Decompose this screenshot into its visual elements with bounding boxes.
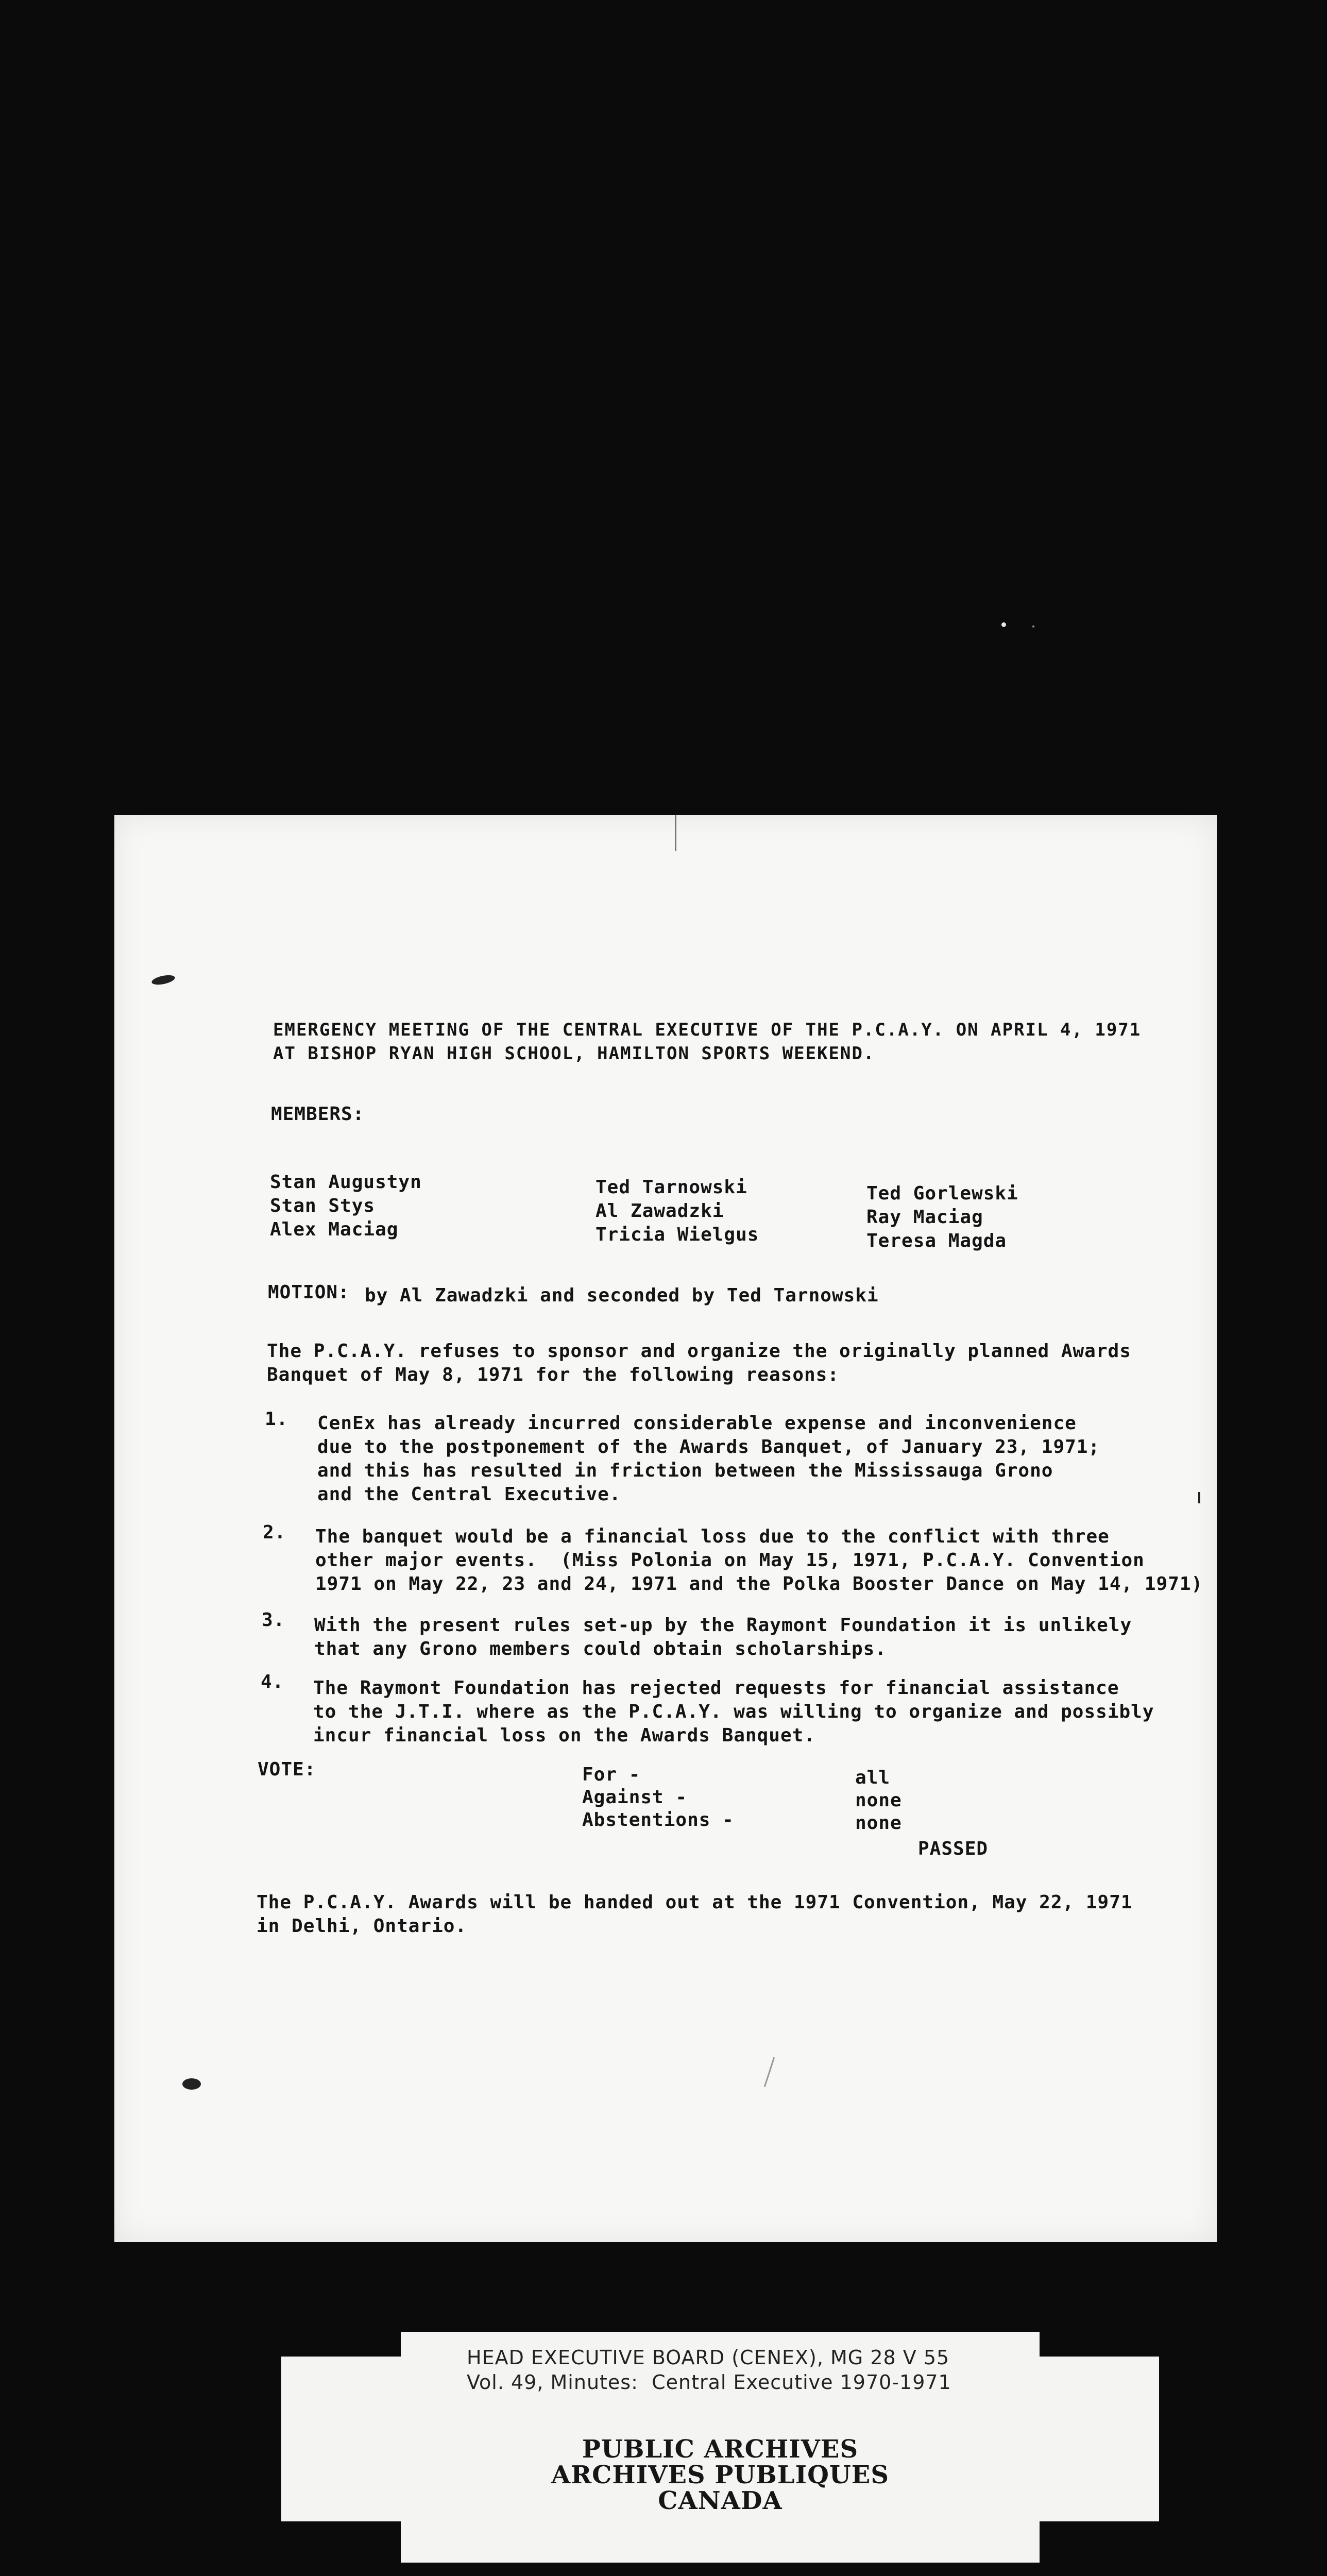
reason-number: 1. bbox=[265, 1409, 288, 1430]
reason-number: 3. bbox=[262, 1609, 285, 1631]
archive-country: CANADA bbox=[658, 2486, 782, 2515]
member-name: Al Zawadzki bbox=[596, 1200, 724, 1222]
vote-against-label: Against - bbox=[582, 1787, 688, 1808]
archive-label-right-wing bbox=[1037, 2357, 1159, 2521]
member-name: Ted Gorlewski bbox=[866, 1183, 1018, 1204]
vote-label: VOTE: bbox=[258, 1759, 316, 1780]
members-heading: MEMBERS: bbox=[271, 1104, 365, 1125]
reason-line: 1971 on May 22, 23 and 24, 1971 and the Polka Booster Dance on May 14, 1971) bbox=[315, 1573, 1203, 1595]
intro-line2: Banquet of May 8, 1971 for the following reasons: bbox=[267, 1364, 840, 1385]
reason-line: due to the postponement of the Awards Banquet, of January 23, 1971; bbox=[317, 1436, 1100, 1458]
reason-line: CenEx has already incurred considerable expense and inconvenience bbox=[317, 1413, 1077, 1434]
intro-line1: The P.C.A.Y. refuses to sponsor and organize the originally planned Awards bbox=[267, 1341, 1131, 1362]
meeting-title-line2: AT BISHOP RYAN HIGH SCHOOL, HAMILTON SPORTS WEEKEND. bbox=[273, 1043, 875, 1064]
reason-line: other major events. (Miss Polonia on May 15, 1971, P.C.A.Y. Convention bbox=[315, 1550, 1145, 1571]
member-name: Alex Maciag bbox=[270, 1219, 399, 1240]
member-name: Ray Maciag bbox=[866, 1207, 983, 1228]
member-name: Teresa Magda bbox=[866, 1230, 1007, 1251]
closing-line1: The P.C.A.Y. Awards will be handed out at the 1971 Convention, May 22, 1971 bbox=[257, 1892, 1133, 1913]
document-sheet bbox=[114, 815, 1217, 2242]
reason-line: With the present rules set-up by the Raymont Foundation it is unlikely bbox=[314, 1615, 1132, 1636]
vote-abstentions-label: Abstentions - bbox=[582, 1809, 734, 1831]
scan-speck bbox=[1032, 625, 1034, 628]
motion-text: by Al Zawadzki and seconded by Ted Tarnowski bbox=[365, 1285, 879, 1306]
scan-speck bbox=[1001, 622, 1006, 627]
member-name: Stan Augustyn bbox=[270, 1172, 422, 1193]
reason-line: The banquet would be a financial loss due to the conflict with three bbox=[315, 1526, 1110, 1547]
member-name: Ted Tarnowski bbox=[596, 1177, 747, 1198]
meeting-title-line1: EMERGENCY MEETING OF THE CENTRAL EXECUTIVE OF THE P.C.A.Y. ON APRIL 4, 1971 bbox=[273, 1020, 1142, 1040]
archive-name-english: PUBLIC ARCHIVES bbox=[582, 2435, 859, 2464]
archive-label bbox=[401, 2332, 1040, 2563]
reason-number: 2. bbox=[263, 1522, 286, 1543]
member-name: Tricia Wielgus bbox=[596, 1224, 759, 1245]
closing-line2: in Delhi, Ontario. bbox=[257, 1916, 467, 1937]
reason-line: that any Grono members could obtain scholarships. bbox=[314, 1638, 887, 1659]
vote-against-value: none bbox=[855, 1790, 902, 1811]
archive-reference-line1: HEAD EXECUTIVE BOARD (CENEX), MG 28 V 55 bbox=[467, 2346, 950, 2369]
reason-line: and this has resulted in friction between the Mississauga Grono bbox=[317, 1460, 1053, 1481]
reason-line: to the J.T.I. where as the P.C.A.Y. was willing to organize and possibly bbox=[313, 1701, 1154, 1722]
archive-name-french: ARCHIVES PUBLIQUES bbox=[551, 2461, 889, 2489]
vote-result: PASSED bbox=[918, 1838, 989, 1859]
member-name: Stan Stys bbox=[270, 1195, 376, 1216]
motion-label: MOTION: bbox=[268, 1282, 350, 1303]
reason-line: incur financial loss on the Awards Banquet. bbox=[313, 1725, 815, 1746]
ink-blot bbox=[182, 2078, 201, 2090]
vote-for-label: For - bbox=[582, 1764, 641, 1785]
ink-blot bbox=[151, 973, 176, 986]
archive-reference-line2: Vol. 49, Minutes: Central Executive 1970-1971 bbox=[467, 2371, 951, 2394]
vote-abstentions-value: none bbox=[855, 1812, 902, 1834]
archive-label-left-wing bbox=[281, 2357, 403, 2521]
reason-line: and the Central Executive. bbox=[317, 1484, 621, 1505]
vote-for-value: all bbox=[855, 1767, 891, 1788]
edge-tick bbox=[1198, 1492, 1200, 1503]
reason-number: 4. bbox=[261, 1671, 284, 1692]
top-fold-mark bbox=[675, 815, 676, 851]
pencil-mark bbox=[764, 2057, 775, 2087]
reason-line: The Raymont Foundation has rejected requests for financial assistance bbox=[313, 1677, 1119, 1699]
